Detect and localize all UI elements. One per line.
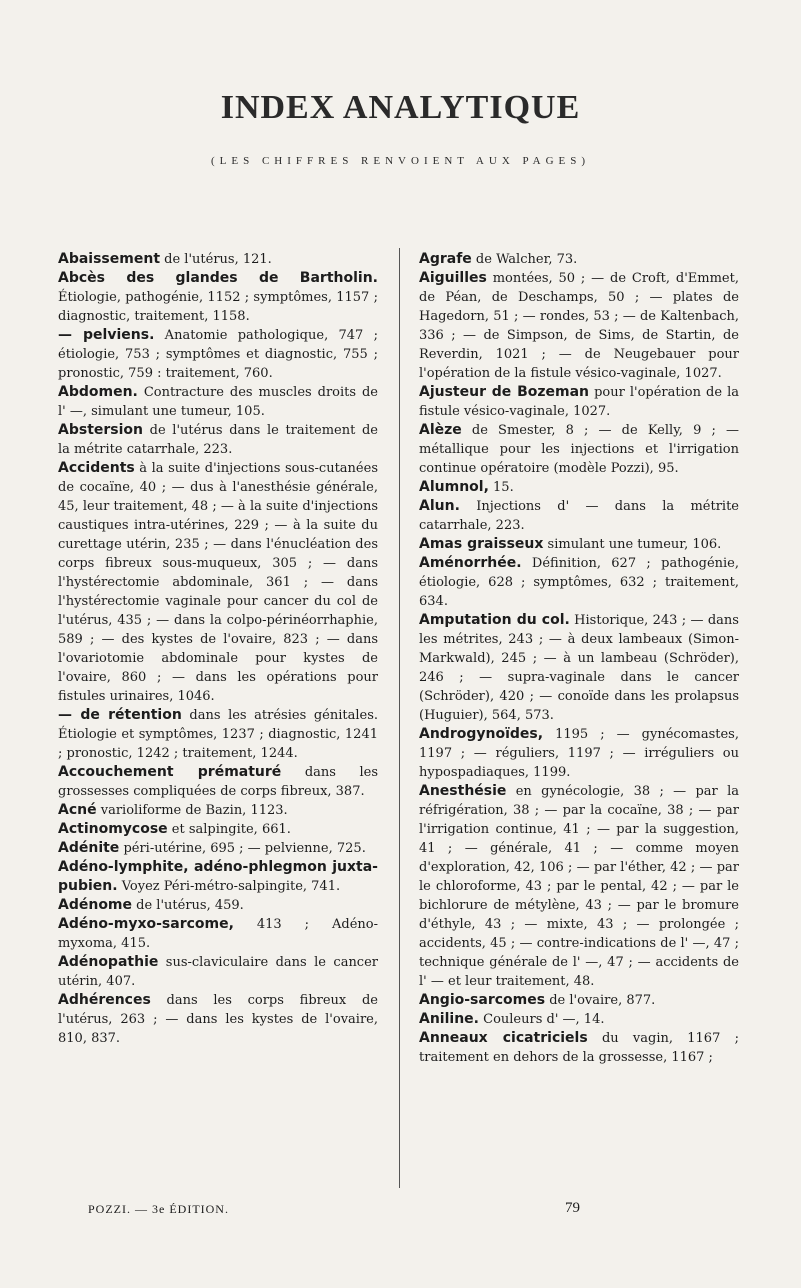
index-term: — pelviens. bbox=[58, 327, 155, 343]
index-entry bbox=[58, 896, 378, 915]
page-number: 79 bbox=[565, 1200, 580, 1216]
index-entry bbox=[58, 383, 378, 421]
footer-edition: POZZI. — 3e ÉDITION. bbox=[88, 1202, 229, 1216]
index-term: Acné bbox=[58, 802, 97, 818]
left-column bbox=[58, 250, 378, 1048]
index-entry bbox=[58, 763, 378, 801]
index-term: Ajusteur de Bozeman bbox=[419, 384, 590, 400]
index-term: Angio-sarcomes bbox=[419, 992, 546, 1008]
index-entry bbox=[419, 725, 739, 782]
index-term: Amputation du col. bbox=[419, 612, 570, 628]
index-entry bbox=[419, 497, 739, 535]
index-body: varioliforme de Bazin, 1123. bbox=[96, 803, 288, 818]
index-body: sus-claviculaire dans le cancer utérin, 407. bbox=[58, 955, 378, 989]
index-body: Injections d' — dans la métrite catarrhale, 223. bbox=[419, 499, 739, 533]
index-entry bbox=[419, 554, 739, 611]
index-term: Adéno-myxo-sarcome, bbox=[58, 916, 234, 932]
index-body: Historique, 243 ; — dans les métrites, 243 ; — à deux lambeaux (Simon-Markwald), 245 ; — à un lambeau (Schröder), 246 ; — supra-vaginale dans le cancer (Schröder), 420 ; — conoïde dans les prolapsus (Huguier), 564, 573. bbox=[419, 613, 739, 723]
page-subtitle: (LES CHIFFRES RENVOIENT AUX PAGES) bbox=[210, 155, 591, 167]
index-body: à la suite d'injections sous-cutanées de cocaïne, 40 ; — dus à l'anesthésie générale, 45, leur traitement, 48 ; — à la suite d'injections caustiques intra-utérines, 229 ; — à la suite du curettage utérin, 235 ; — dans l'énucléation des corps fibreux sous-muqueux, 305 ; — dans l'hystérectomie abdominale, 361 ; — dans l'hystérectomie vaginale pour cancer du col de l'utérus, 435 ; — dans la colpo-périnéorrhaphie, 589 ; — des kystes de l'ovaire, 823 ; — dans l'ovariotomie abdominale pour kystes de l'ovaire, 860 ; — dans les opérations pour fistules urinaires, 1046. bbox=[58, 461, 378, 704]
index-entry bbox=[58, 991, 378, 1048]
index-entry bbox=[419, 1029, 739, 1067]
index-entry bbox=[419, 383, 739, 421]
index-term: Alumnol, bbox=[419, 479, 489, 495]
index-body: dans les corps fibreux de l'utérus, 263 ; — dans les kystes de l'ovaire, 810, 837. bbox=[58, 993, 378, 1046]
index-term: Alèze bbox=[419, 422, 462, 438]
index-entry bbox=[58, 915, 378, 953]
column-divider bbox=[399, 248, 400, 1188]
index-body: Couleurs d' —, 14. bbox=[478, 1012, 605, 1027]
index-term: Agrafe bbox=[419, 251, 472, 267]
index-term: Adhérences bbox=[58, 992, 151, 1008]
index-term: Adénome bbox=[58, 897, 133, 913]
index-body: simulant une tumeur, 106. bbox=[543, 537, 722, 552]
index-term: Abstersion bbox=[58, 422, 143, 438]
index-entry bbox=[58, 953, 378, 991]
index-body: de l'utérus, 121. bbox=[160, 252, 272, 267]
index-entry bbox=[58, 250, 378, 269]
index-entry bbox=[419, 250, 739, 269]
index-term: Adénite bbox=[58, 840, 120, 856]
index-body: pour l'opération de la fistule vésico-vaginale, 1027. bbox=[419, 385, 739, 419]
index-entry bbox=[419, 611, 739, 725]
index-term: Anesthésie bbox=[419, 783, 507, 799]
index-entry bbox=[58, 421, 378, 459]
index-body: et salpingite, 661. bbox=[167, 822, 291, 837]
index-body: dans les atrésies génitales. Étiologie et symptômes, 1237 ; diagnostic, 1241 ; pronostic, 1242 ; traitement, 1244. bbox=[58, 708, 378, 761]
index-body: Définition, 627 ; pathogénie, étiologie, 628 ; symptômes, 632 ; traitement, 634. bbox=[419, 556, 739, 609]
index-body: de l'ovaire, 877. bbox=[545, 993, 656, 1008]
index-entry bbox=[419, 1010, 739, 1029]
index-term: Androgynoïdes, bbox=[419, 726, 544, 742]
index-body: du vagin, 1167 ; traitement en dehors de la grossesse, 1167 ; bbox=[419, 1031, 739, 1065]
index-term: Abcès des glandes de Bartholin. bbox=[58, 270, 378, 286]
index-term: Adéno-lymphite, adéno-phlegmon juxta-pubien. bbox=[58, 859, 378, 894]
index-body: en gynécologie, 38 ; — par la réfrigération, 38 ; — par la cocaïne, 38 ; — par l'irrigation continue, 41 ; — par la suggestion, 41 ; — générale, 41 ; — comme moyen d'exploration, 42, 106 ; — par l'éther, 42 ; — par le chloroforme, 43 ; par le pental, 42 ; — par le bichlorure de métylène, 43 ; — par le bromure d'éthyle, 43 ; — mixte, 43 ; — prolongée ; accidents, 45 ; — contre-indications de l' —, 47 ; technique générale de l' —, 47 ; — accidents de l' — et leur traitement, 48. bbox=[419, 784, 739, 989]
index-entry bbox=[58, 858, 378, 896]
index-term: Abdomen. bbox=[58, 384, 138, 400]
index-entry bbox=[419, 535, 739, 554]
index-term: Anneaux cicatriciels bbox=[419, 1030, 588, 1046]
index-body: Contracture des muscles droits de l' —, simulant une tumeur, 105. bbox=[58, 385, 378, 419]
index-entry bbox=[58, 839, 378, 858]
index-term: Aménorrhée. bbox=[419, 555, 522, 571]
index-body: montées, 50 ; — de Croft, d'Emmet, de Péan, de Deschamps, 50 ; — plates de Hagedorn, 51 ; — rondes, 53 ; — de Kaltenbach, 336 ; — de Simpson, de Sims, de Startin, de Reverdin, 1021 ; — de Neugebauer pour l'opération de la fistule vésico-vaginale, 1027. bbox=[419, 271, 739, 381]
index-term: Actinomycose bbox=[58, 821, 168, 837]
index-entry bbox=[419, 269, 739, 383]
index-term: Aniline. bbox=[419, 1011, 479, 1027]
index-body: de l'utérus dans le traitement de la métrite catarrhale, 223. bbox=[58, 423, 378, 457]
index-entry bbox=[58, 801, 378, 820]
right-column bbox=[419, 250, 739, 1067]
index-term: Alun. bbox=[419, 498, 460, 514]
index-entry bbox=[58, 269, 378, 326]
index-body: 15. bbox=[488, 480, 514, 495]
index-body: de Smester, 8 ; — de Kelly, 9 ; — métallique pour les injections et l'irrigation continue opératoire (modèle Pozzi), 95. bbox=[419, 423, 739, 476]
page-title: INDEX ANALYTIQUE bbox=[220, 89, 581, 126]
index-body: Anatomie pathologique, 747 ; étiologie, 753 ; symptômes et diagnostic, 755 ; pronostic, 759 : traitement, 760. bbox=[58, 328, 378, 381]
index-entry bbox=[419, 782, 739, 991]
index-term: Accidents bbox=[58, 460, 135, 476]
index-entry bbox=[419, 478, 739, 497]
index-body: 413 ; Adéno-myxoma, 415. bbox=[58, 917, 378, 951]
index-body: Voyez Péri-métro-salpingite, 741. bbox=[117, 879, 341, 894]
index-term: Abaissement bbox=[58, 251, 161, 267]
index-term: Amas graisseux bbox=[419, 536, 544, 552]
index-term: Accouchement prématuré bbox=[58, 764, 282, 780]
index-entry bbox=[419, 421, 739, 478]
index-term: — de rétention bbox=[58, 707, 182, 723]
index-body: Étiologie, pathogénie, 1152 ; symptômes, 1157 ; diagnostic, traitement, 1158. bbox=[58, 290, 378, 324]
index-body: 1195 ; — gynécomastes, 1197 ; — réguliers, 1197 ; — irréguliers ou hypospadiaques, 1199. bbox=[419, 727, 739, 780]
index-entry bbox=[419, 991, 739, 1010]
index-term: Aiguilles bbox=[419, 270, 487, 286]
index-entry bbox=[58, 459, 378, 706]
index-body: de Walcher, 73. bbox=[471, 252, 578, 267]
index-body: dans les grossesses compliquées de corps fibreux, 387. bbox=[58, 765, 378, 799]
index-term: Adénopathie bbox=[58, 954, 159, 970]
index-body: péri-utérine, 695 ; — pelvienne, 725. bbox=[119, 841, 366, 856]
index-entry bbox=[58, 326, 378, 383]
index-entry bbox=[58, 706, 378, 763]
index-body: de l'utérus, 459. bbox=[132, 898, 244, 913]
index-entry bbox=[58, 820, 378, 839]
